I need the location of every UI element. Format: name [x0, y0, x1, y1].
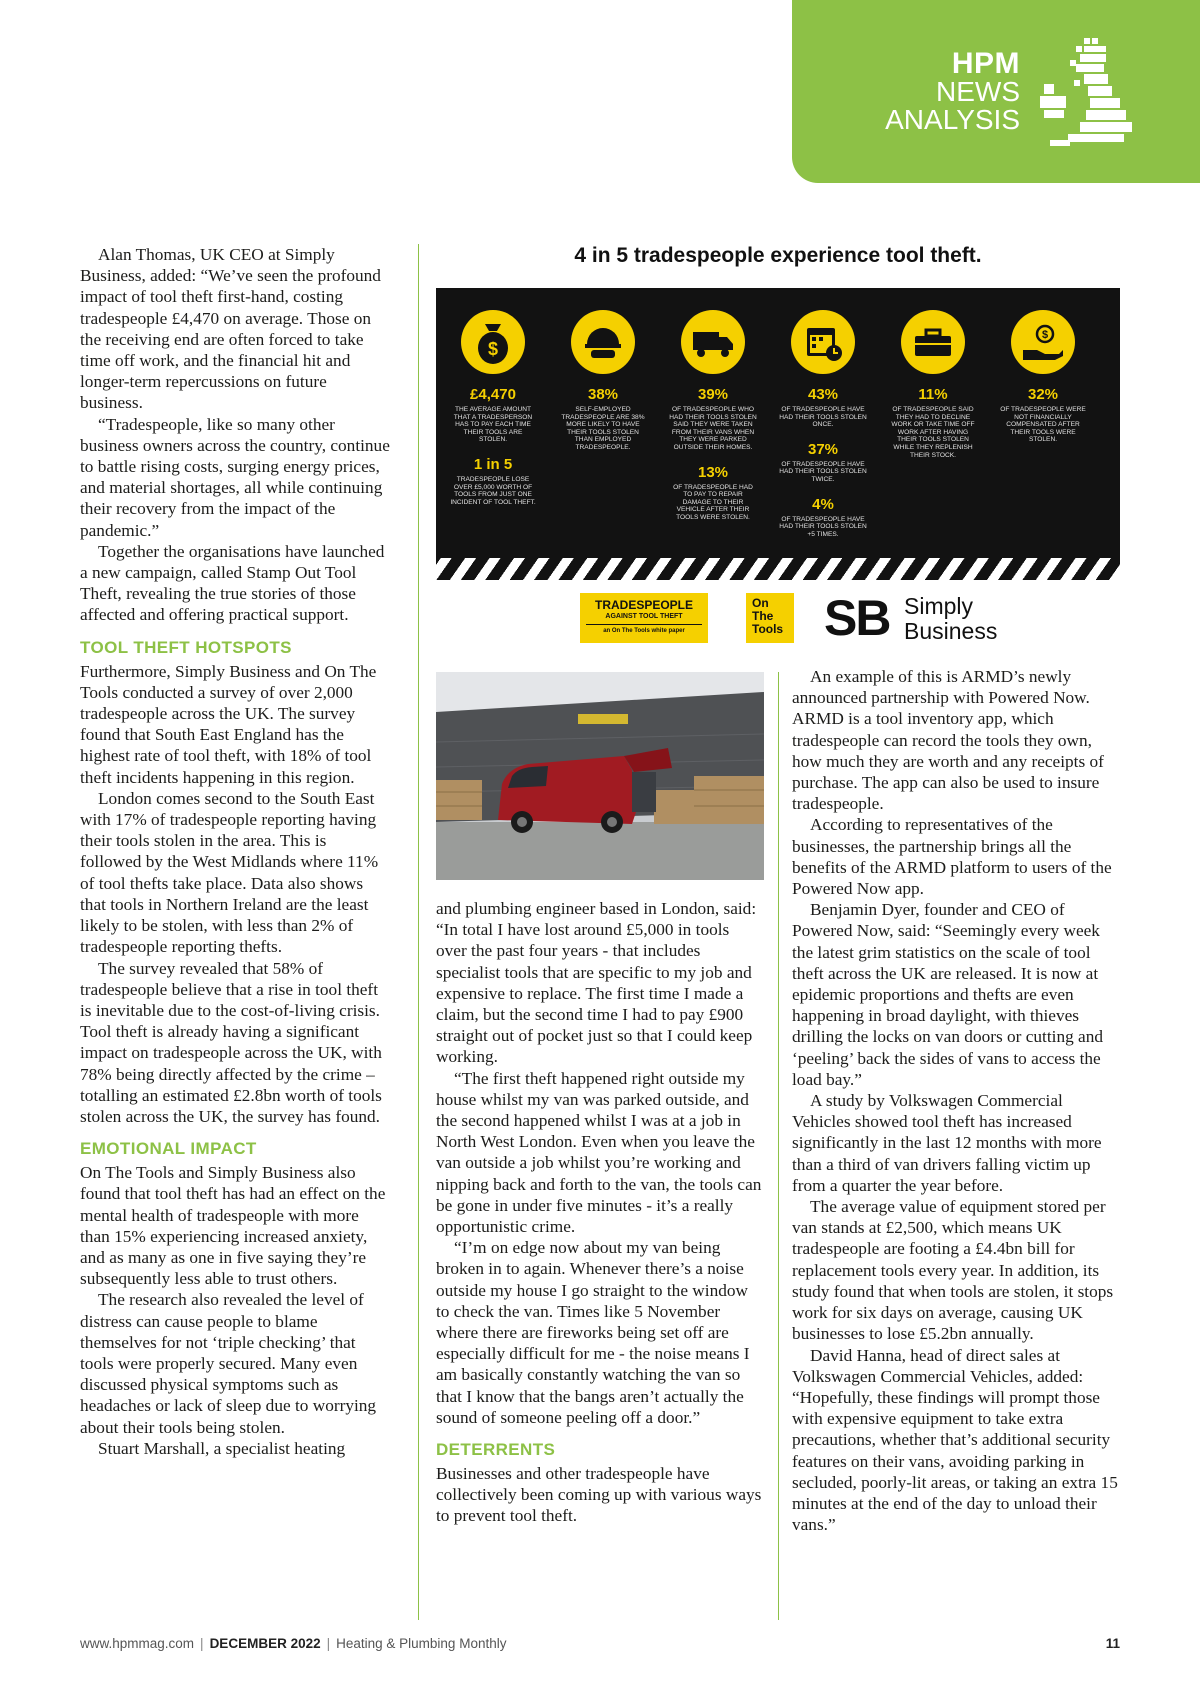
paragraph: Together the organisations have launched a new campaign, called Stamp Out Tool Theft, revealing the true stories of those affected and offering practical support.: [80, 541, 385, 625]
logo-text: Business: [904, 618, 998, 644]
column-rule-right: [778, 672, 779, 1620]
stat-value: 11%: [918, 386, 948, 403]
calendar-icon: [791, 310, 855, 374]
section-label-news: NEWS: [936, 76, 1020, 107]
stat-column: [768, 310, 878, 538]
stat-description: OF TRADESPEOPLE HAD TO PAY TO REPAIR DAMAGE TO THEIR VEHICLE AFTER THEIR TOOLS WERE STOLEN.: [673, 483, 753, 521]
stat-value: 4%: [812, 495, 834, 513]
stat-description: OF TRADESPEOPLE HAVE HAD THEIR TOOLS STOLEN ONCE.: [779, 406, 867, 429]
stat-value: 32%: [1027, 386, 1059, 403]
money-bag-icon: [461, 310, 525, 374]
footer-website-link[interactable]: www.hpmmag.com: [80, 1636, 195, 1651]
red-van-photo: [436, 672, 764, 880]
paragraph: Businesses and other tradespeople have collectively been coming up with various ways to prevent tool theft.: [436, 1464, 762, 1526]
logo-text: Tools: [752, 622, 784, 636]
footer-divider: |: [200, 1636, 204, 1651]
section-label: [850, 47, 1020, 135]
paragraph: and plumbing engineer based in London, said: “In total I have lost around £5,000 in tools over the past four years - that includes specialist tools that are specific to my job and expensive to replace. The first time I made a claim, but the second time I had to pay £900 straight out of pocket just so that I could keep working.: [436, 899, 757, 1067]
logo-text: Simply: [904, 593, 974, 619]
paragraph: The average value of equipment stored per van stands at £2,500, which means UK tradespeople are footing a £4.4bn bill for replacement tools every year. In addition, its study found that when tools are stolen, it stops work for six days on average, causing UK businesses to lose £5.2bn annually.: [792, 1197, 1114, 1344]
paragraph: David Hanna, head of direct sales at Volkswagen Commercial Vehicles, added: “Hopefully, these findings will prompt those with expensive equipment to take extra precautions, whether that’s additional security features on their vans, avoiding parking in secluded, poorly-lit areas, or taking an extra 15 minutes at the end of the day to unload their vans.”: [792, 1345, 1118, 1535]
section-label-hpm: HPM: [951, 47, 1020, 80]
paragraph: Stuart Marshall, a specialist heating: [98, 1438, 346, 1458]
stat-value: 13%: [697, 463, 729, 481]
toolbox-icon: [901, 310, 965, 374]
stat-description: OF TRADESPEOPLE WHO HAD THEIR TOOLS STOLEN SAID THEY WERE TAKEN FROM THEIR VANS WHEN THEY WERE PARKED OUTSIDE THEIR HOMES.: [669, 406, 757, 451]
paragraph: The research also revealed the level of distress can cause people to blame themselves for not ‘triple checking’ that tools were properly secured. Many even discussed physical symptoms such as headaches or lack of sleep due to worrying about their tools being stolen.: [80, 1290, 377, 1437]
paragraph: The survey revealed that 58% of tradespeople believe that a rise in tool theft is inevitable due to the cost-of-living crisis. Tool theft is already having a significant impact on tradespeople across the UK, with 78% being directly affected by the crime – totalling an estimated £2.8bn worth of tools stolen across the UK, the survey has found.: [80, 958, 382, 1126]
article-column-3: [792, 666, 1122, 1535]
page-number: 11: [1105, 1636, 1120, 1651]
logo-text: On: [752, 596, 769, 610]
subheading-tool-theft-hotspots: TOOL THEFT HOTSPOTS: [80, 637, 292, 657]
paragraph: London comes second to the South East with 17% of tradespeople reporting having their tools stolen in the area. This is followed by the West Midlands where 11% of tool thefts take place. Data also shows that tools in Northern Ireland are the least likely to be stolen, with less than 2% of tradespeople reporting thefts.: [80, 788, 379, 957]
stat-value: 39%: [697, 386, 729, 403]
van-icon: [681, 310, 745, 374]
stat-value: 43%: [807, 386, 839, 403]
stat-description: OF TRADESPEOPLE HAVE HAD THEIR TOOLS STOLEN +5 TIMES.: [779, 515, 867, 538]
tradespeople-against-tool-theft-logo: [580, 593, 708, 643]
paragraph: “I’m on edge now about my van being broken in to again. Whenever there’s a noise outside my house I go straight to the window to check the van. Times like 5 November where there are fireworks being set off are especially difficult for me - the noise means I am basically constantly watching the van so that I know that the bangs aren’t actually the sound of someone peeling off a door.”: [436, 1238, 750, 1427]
stat-value: 37%: [807, 440, 839, 458]
logo-text: TRADESPEOPLE: [594, 598, 693, 612]
stat-value: 1 in 5: [473, 455, 513, 473]
article-column-1: [80, 244, 392, 1459]
on-the-tools-logo: [746, 593, 794, 643]
paragraph: Alan Thomas, UK CEO at Simply Business, added: “We’ve seen the profound impact of tool theft first-hand, costing tradespeople £4,470 on average. Those on the receiving end are often forced to take time off work, and the financial hit and longer-term repercussions on future business.: [80, 245, 381, 413]
stat-column: [438, 310, 548, 506]
simply-business-logo: [824, 590, 1014, 648]
footer-divider: |: [326, 1636, 331, 1651]
stat-description: OF TRADESPEOPLE SAID THEY HAD TO DECLINE WORK OR TAKE TIME OFF WORK AFTER HAVING THEIR TOOLS STOLEN WHILE THEY REPLENISH THEIR STOCK.: [891, 406, 975, 459]
footer-publication: Heating & Plumbing Monthly: [336, 1636, 507, 1651]
svg-text:$: $: [1041, 329, 1049, 341]
logo-text: The: [752, 609, 774, 623]
stat-value: 38%: [587, 386, 619, 403]
infographic-panel: [436, 288, 1120, 580]
section-label-analysis: ANALYSIS: [885, 104, 1020, 135]
stat-value: £4,470: [470, 386, 516, 403]
paragraph: Furthermore, Simply Business and On The Tools conducted a survey of over 2,000 tradespeople across the UK. The survey found that South East England has the highest rate of tool theft, with 18% of tool theft incidents happening in this region.: [80, 661, 377, 787]
subheading-emotional-impact: EMOTIONAL IMPACT: [80, 1139, 257, 1159]
paragraph: “Tradespeople, like so many other business owners across the country, continue to battle rising costs, surging energy prices, and material shortages, all while continuing their recovery from the impact of the pandemic.”: [80, 414, 390, 540]
hazard-stripes: [436, 558, 1120, 580]
page-footer: [80, 1636, 1120, 1651]
logo-text: an On The Tools white paper: [586, 624, 702, 637]
paragraph: “The first theft happened right outside my house whilst my van was parked outside, and the second happened whilst I was at a job in North West London. Even when you leave the van outside a job whilst you’re working and nipping back and forth to the van, the tools can be gone in under five minutes - it’s a really opportunistic crime.: [436, 1068, 762, 1237]
stat-description: OF TRADESPEOPLE HAVE HAD THEIR TOOLS STOLEN TWICE.: [779, 460, 867, 483]
paragraph: According to representatives of the businesses, the partnership brings all the benefits of the ARMD platform to users of the Powered Now app.: [792, 815, 1112, 899]
stat-column: [658, 310, 768, 522]
stat-description: TRADESPEOPLE LOSE OVER £5,000 WORTH OF TOOLS FROM JUST ONE INCIDENT OF TOOL THEFT.: [450, 475, 536, 506]
logo-wordmark: [904, 594, 997, 644]
paragraph: Benjamin Dyer, founder and CEO of Powered Now, said: “Seemingly every week the latest grim statistics on the scale of tool theft across the UK are released. It is now at epidemic proportions and thefts are even happening in broad daylight, with thieves drilling the locks on van doors or cutting and ‘peeling’ back the sides of vans to access the load bay.”: [792, 900, 1104, 1089]
stat-column: [878, 310, 988, 459]
logo-mark: SB: [824, 590, 890, 646]
infographic-title: 4 in 5 tradespeople experience tool theft.: [574, 244, 982, 267]
paragraph: On The Tools and Simply Business also found that tool theft has had an effect on the mental health of tradespeople with more than 15% experiencing increased anxiety, and as many as one in five saying they’re subsequently less able to trust others.: [80, 1163, 386, 1289]
logo-text: AGAINST TOOL THEFT: [605, 613, 683, 620]
paragraph: A study by Volkswagen Commercial Vehicles showed tool theft has increased significantly in the last 12 months with more than a third of van drivers falling victim up from a quarter the year before.: [792, 1091, 1102, 1195]
stat-column: [988, 310, 1098, 444]
stat-description: OF TRADESPEOPLE WERE NOT FINANCIALLY COMPENSATED AFTER THEIR TOOLS WERE STOLEN.: [1000, 406, 1086, 444]
stat-description: SELF-EMPLOYED TRADESPEOPLE ARE 38% MORE LIKELY TO HAVE THEIR TOOLS STOLEN THAN EMPLOYED TRADESPEOPLE.: [561, 406, 645, 451]
stat-column: [548, 310, 658, 452]
paragraph: An example of this is ARMD’s newly announced partnership with Powered Now. ARMD is a tool inventory app, which tradespeople can record the tools they own, how much they are worth and any receipts of purchase. The app can also be used to insure tradespeople.: [792, 667, 1104, 814]
hand-coin-icon: [1011, 310, 1075, 374]
hard-hat-icon: [571, 310, 635, 374]
svg-text:$: $: [487, 339, 499, 359]
stat-description: THE AVERAGE AMOUNT THAT A TRADESPERSON HAS TO PAY EACH TIME THEIR TOOLS ARE STOLEN.: [453, 406, 533, 444]
footer-issue: DECEMBER 2022: [209, 1636, 321, 1651]
column-rule-left: [418, 244, 419, 1620]
uk-map-icon: [1030, 36, 1140, 148]
subheading-deterrents: DETERRENTS: [436, 1440, 556, 1460]
article-column-2: [436, 898, 764, 1527]
